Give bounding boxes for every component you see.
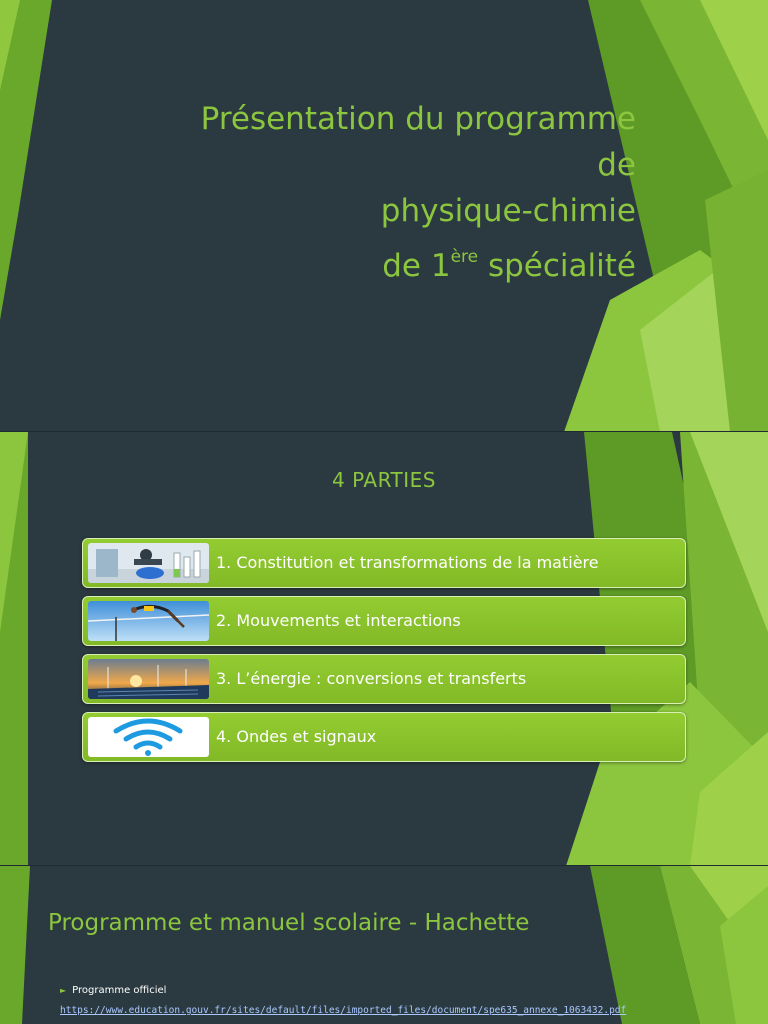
title-line-4-suffix: spécialité xyxy=(478,248,636,284)
title-line-2: de xyxy=(597,147,636,183)
green-facets-decoration xyxy=(0,866,768,1024)
part-label-4: 4. Ondes et signaux xyxy=(216,727,377,746)
part-label-3: 3. L’énergie : conversions et transferts xyxy=(216,669,527,688)
parts-slide xyxy=(0,432,768,866)
solar-wind-energy-photo xyxy=(88,659,209,699)
part-label-2: 2. Mouvements et interactions xyxy=(216,611,461,630)
title-slide xyxy=(0,0,768,432)
title-superscript: ère xyxy=(450,247,479,267)
resources-title: Programme et manuel scolaire - Hachette xyxy=(48,910,530,936)
bullet-item xyxy=(60,985,166,996)
part-row-4[interactable] xyxy=(82,712,686,762)
title-line-4 xyxy=(76,234,636,289)
programme-link[interactable]: https://www.education.gouv.fr/sites/default/files/imported_files/document/spe635_annexe_1063432.pdf xyxy=(60,1005,627,1016)
high-jump-photo xyxy=(88,601,209,641)
bullet-text: Programme officiel xyxy=(72,985,167,996)
presentation-title xyxy=(76,96,636,289)
triangle-bullet-icon: ► xyxy=(60,986,67,995)
part-row-1[interactable] xyxy=(82,538,686,588)
title-line-1: Présentation du programme xyxy=(200,101,636,137)
resources-slide xyxy=(0,866,768,1024)
green-facets-decoration xyxy=(0,432,768,866)
wifi-signal-icon xyxy=(88,717,209,757)
part-row-2[interactable] xyxy=(82,596,686,646)
part-row-3[interactable] xyxy=(82,654,686,704)
part-label-1: 1. Constitution et transformations de la matière xyxy=(216,553,599,572)
laboratory-photo xyxy=(88,543,209,583)
title-line-4-prefix: de 1 xyxy=(382,248,451,284)
parts-heading: 4 PARTIES xyxy=(332,468,436,492)
title-line-3: physique-chimie xyxy=(380,193,636,229)
